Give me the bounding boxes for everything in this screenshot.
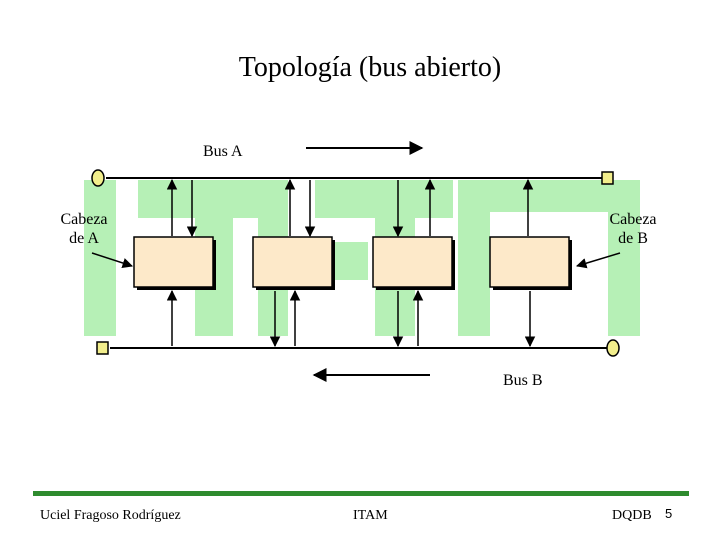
slide-title: Topología (bus abierto) — [238, 52, 502, 83]
head-b-line2: de B — [618, 230, 648, 247]
footer-institution: ITAM — [353, 508, 388, 523]
head-a-line2: de A — [69, 230, 99, 247]
head-a-line1: Cabeza — [60, 211, 108, 228]
station-2 — [253, 237, 335, 290]
footer-topic: DQDB — [612, 508, 652, 523]
bus-a-start-terminator — [92, 170, 104, 186]
station-4 — [490, 237, 572, 290]
head-b-label — [604, 210, 662, 248]
bus-b-label: Bus B — [503, 372, 543, 389]
bus-a-label: Bus A — [203, 143, 243, 160]
head-a-label — [56, 210, 112, 248]
page-number: 5 — [665, 506, 673, 521]
bus-b-end-terminator — [97, 342, 108, 354]
station-3 — [373, 237, 455, 290]
bus-a-end-terminator — [602, 172, 613, 184]
station-1 — [134, 237, 216, 290]
bus-b-start-terminator — [607, 340, 619, 356]
footer-author: Uciel Fragoso Rodríguez — [40, 508, 181, 523]
head-b-line1: Cabeza — [609, 211, 657, 228]
footer-rule — [33, 491, 689, 496]
